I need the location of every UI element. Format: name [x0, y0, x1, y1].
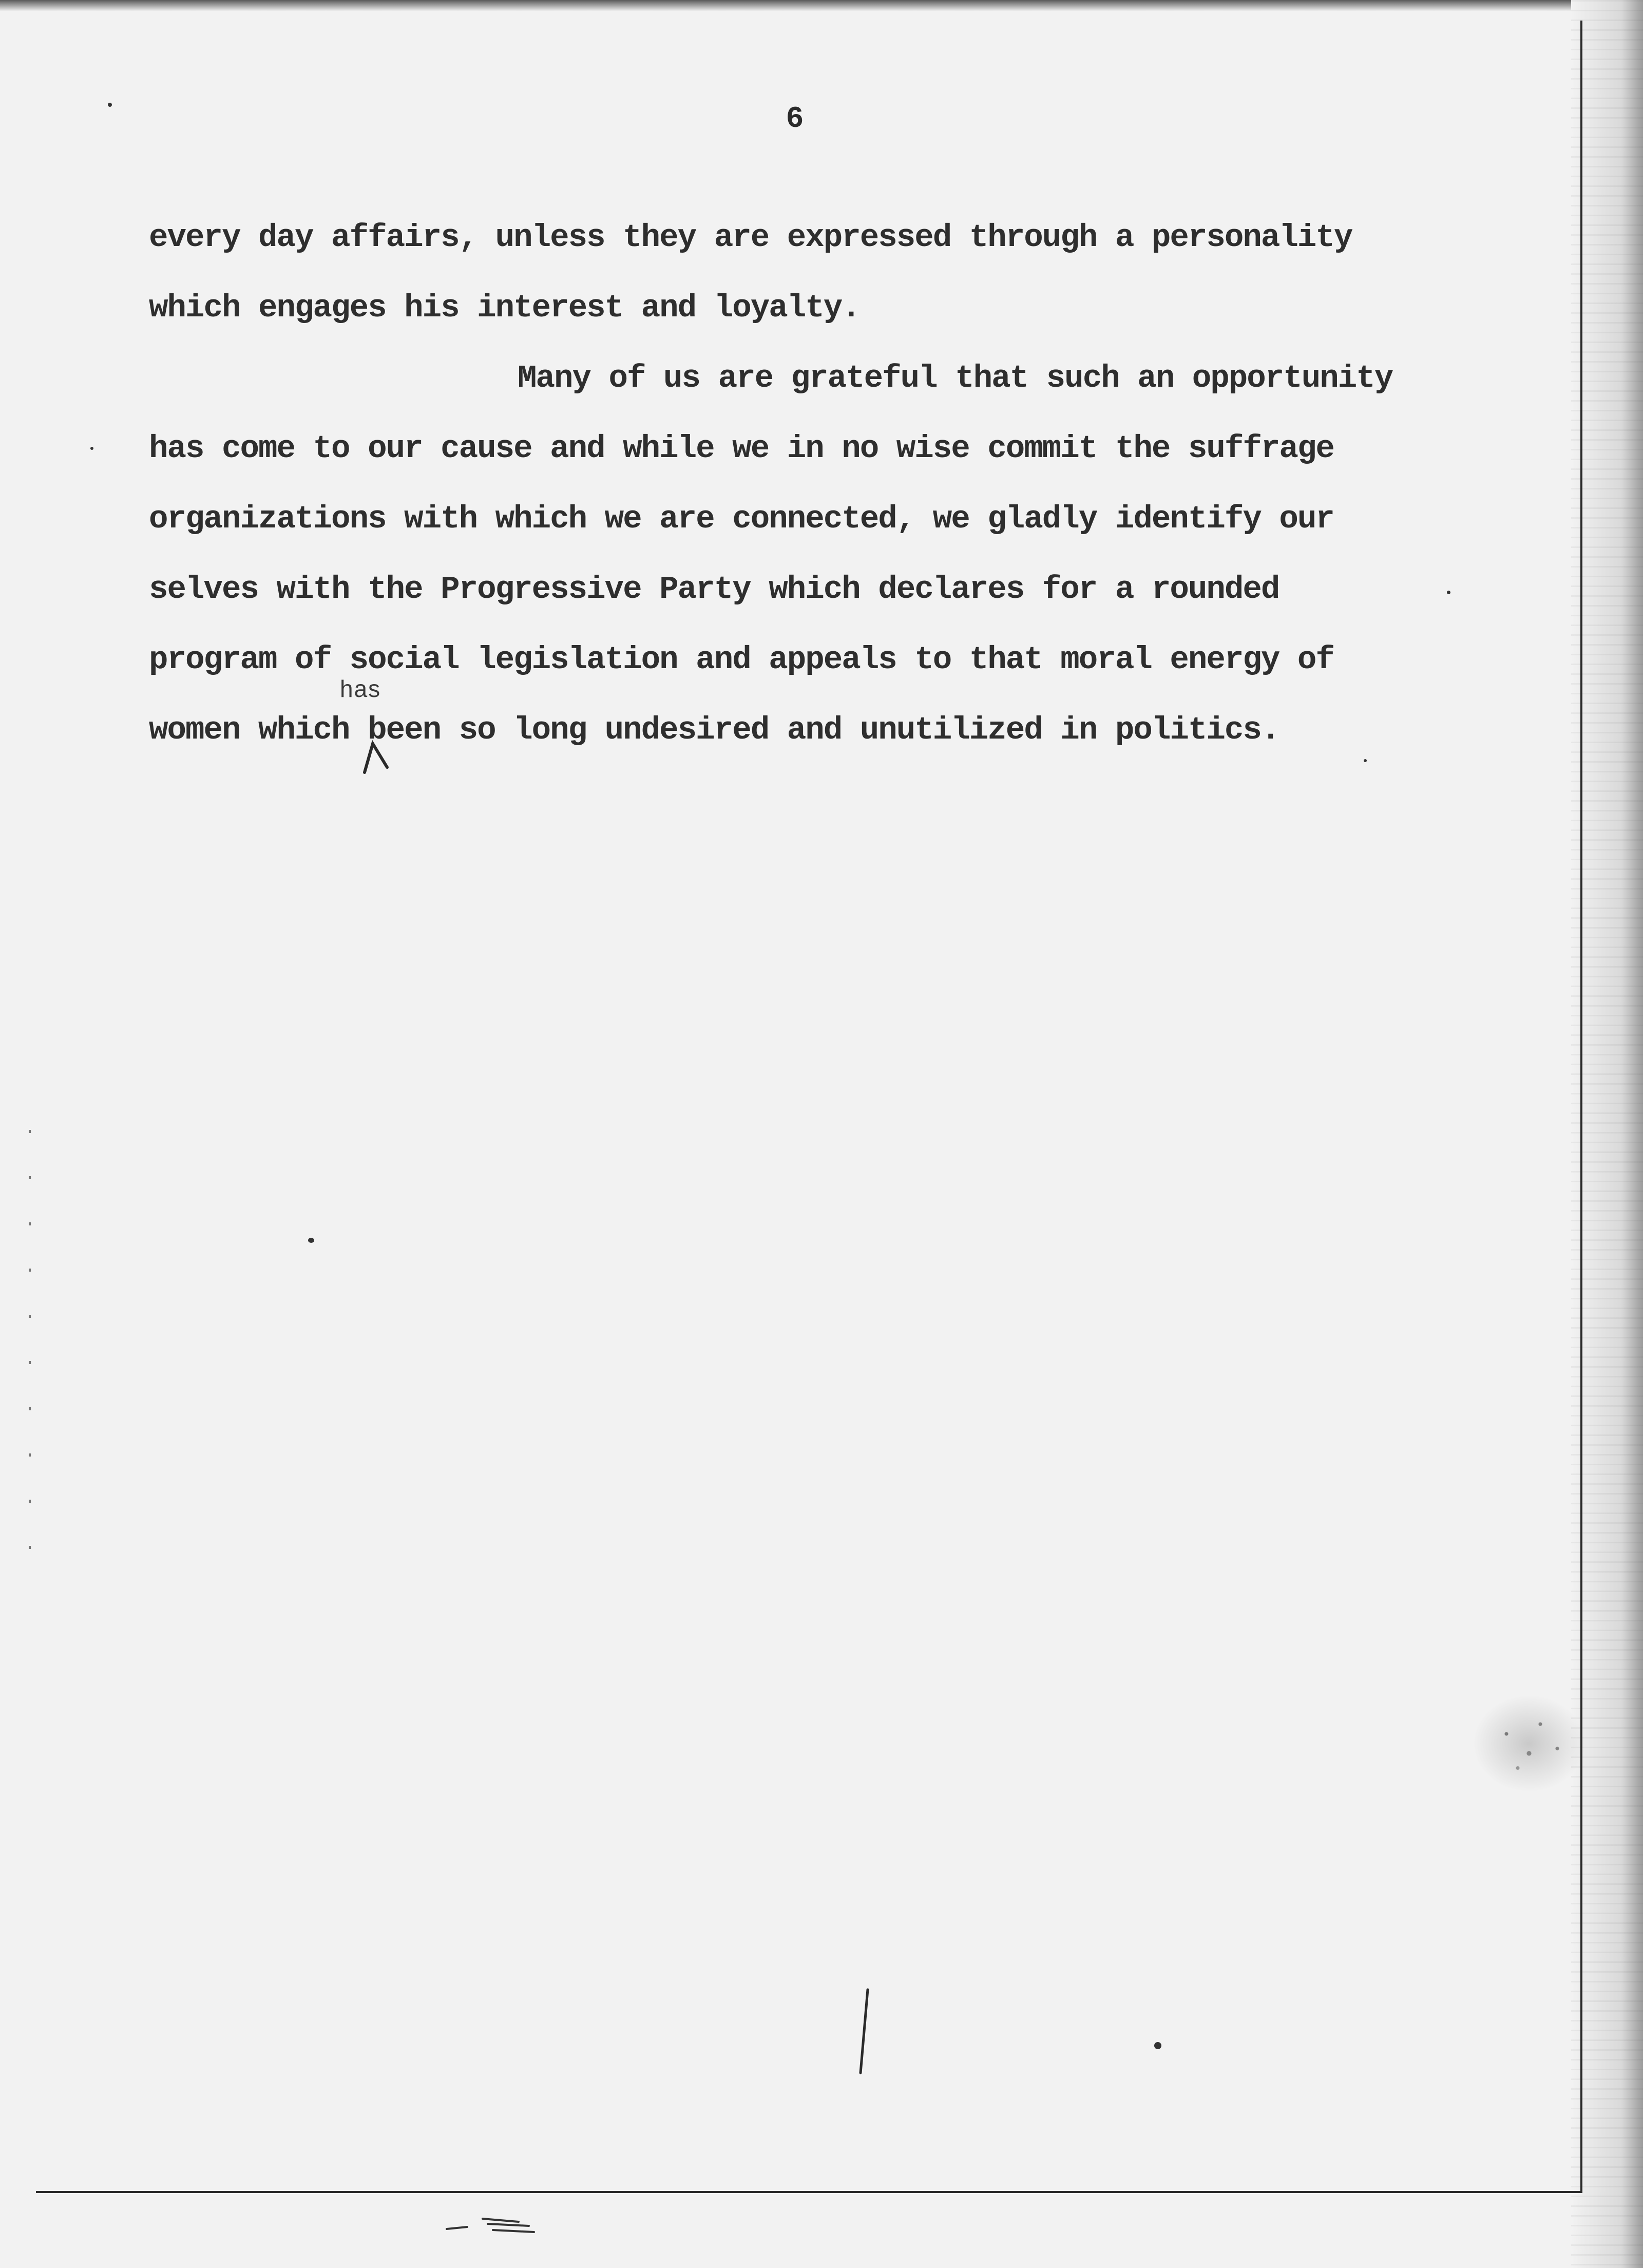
- speck: [90, 447, 93, 450]
- text-line-2: which engages his interest and loyalty.: [149, 290, 860, 326]
- speck: [108, 103, 112, 107]
- text-line-1: every day affairs, unless they are expressed through a personality: [149, 219, 1352, 256]
- margin-scribble-mark: [442, 2208, 544, 2239]
- text-line-7: program of social legislation and appeals to that moral energy of: [149, 641, 1334, 678]
- text-line-6: selves with the Progressive Party which declares for a rounded: [149, 571, 1279, 608]
- pencil-stroke-mark: [856, 1988, 872, 2075]
- speck: [308, 1238, 314, 1243]
- ink-smudge: [1473, 1695, 1585, 1792]
- paper-bottom-edge: [36, 2191, 1582, 2193]
- text-line-5: organizations with which we are connected, we gladly identify our: [149, 501, 1334, 537]
- page-number: 6: [786, 103, 804, 136]
- scan-top-shadow: [0, 0, 1643, 11]
- speck: [1447, 591, 1450, 594]
- text-line-3: Many of us are grateful that such an opportunity: [518, 360, 1393, 396]
- speck: [1154, 2042, 1161, 2049]
- paper-left-edge-marks: [29, 1130, 31, 1592]
- paper-right-edge: [1580, 21, 1582, 2193]
- handwritten-insertion: has: [340, 675, 381, 702]
- text-line-8: women which been so long undesired and unutilized in politics.: [149, 712, 1279, 748]
- text-line-4: has come to our cause and while we in no wise commit the suffrage: [149, 430, 1334, 467]
- speck: [1364, 759, 1367, 762]
- insertion-caret-icon: [360, 739, 391, 774]
